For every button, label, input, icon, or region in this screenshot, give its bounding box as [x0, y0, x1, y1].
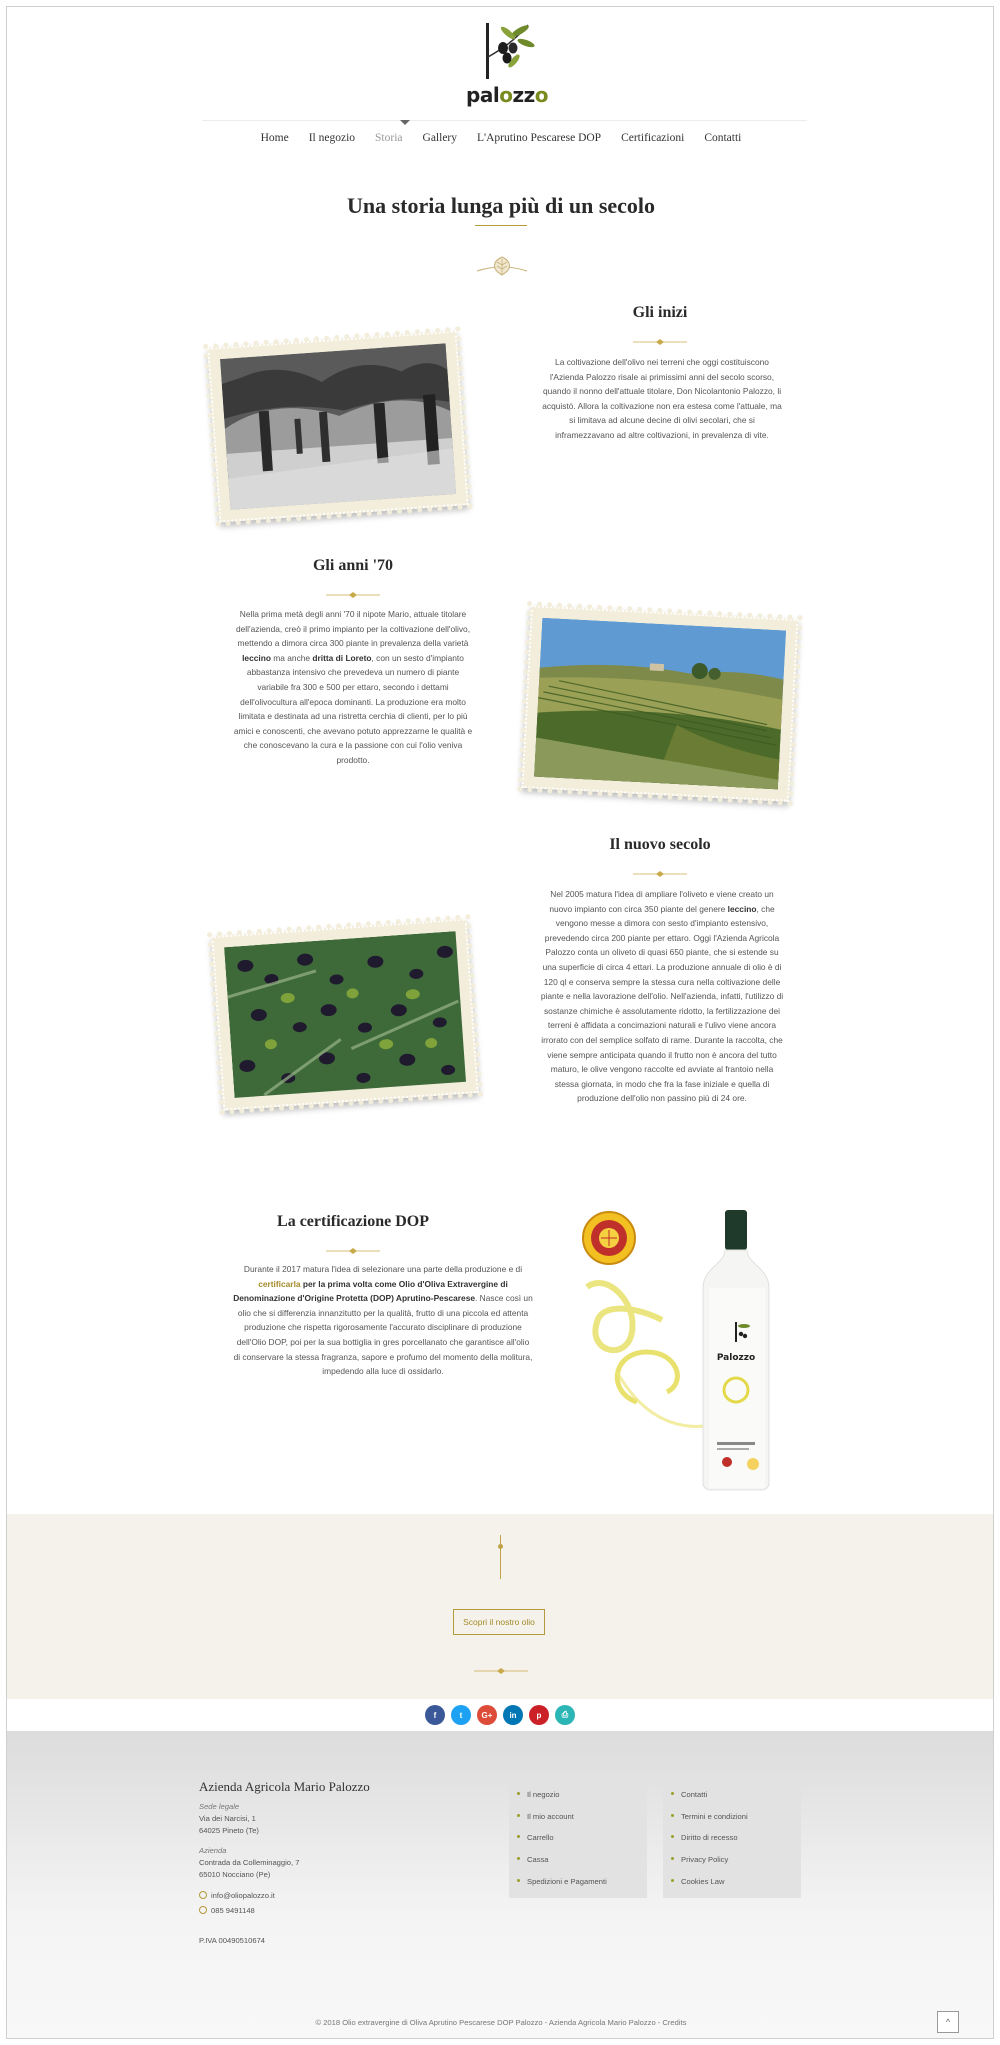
page: [6, 6, 994, 2039]
nav-item-storia[interactable]: Storia: [375, 132, 403, 144]
footer-link[interactable]: Spedizioni e Pagamenti: [517, 1871, 639, 1893]
section-title-nuovo: Il nuovo secolo: [609, 836, 711, 853]
footer-links-shop: [509, 1778, 647, 1898]
main-nav: [7, 132, 994, 144]
google-plus-icon[interactable]: G+: [477, 1705, 497, 1725]
nav-item-contatti[interactable]: Contatti: [704, 132, 742, 144]
linkedin-icon[interactable]: in: [503, 1705, 523, 1725]
twitter-icon[interactable]: t: [451, 1705, 471, 1725]
share-buttons: [425, 1705, 575, 1725]
photo-stamp-olive-grove: [207, 330, 469, 522]
page-title: Una storia lunga più di un secolo: [346, 193, 656, 218]
footer-azienda: Azienda Contrada da Colleminaggio, 7 65010 Nocciano (Pe): [199, 1846, 300, 1879]
footer-link[interactable]: Il negozio: [517, 1784, 639, 1806]
footer-piva: P.IVA 00490510674: [199, 1936, 266, 1945]
vineyard-photo: [534, 618, 786, 790]
section-text-anni70: Nella prima metà degli anni '70 il nipote Mario, attuale titolare dell'azienda, creò il primo impianto per la coltivazione dell'olivo, mettendo a dimora circa 300 piante in prevalenza della varietà leccino ma anche dritta di Loreto, con un sesto d'impianto abbastanza intensivo che prevedeva un numero di piante variabile fra 300 e 500 per ettaro, secondo i dettami dell'olivocultura all'epoca dominanti. La produzione era molto limitata e destinata ad una ristretta cerchia di clienti, per lo più amici e conoscenti, che avevano potuto apprezzarne le qualità e che conoscevano la cura e la passione con cui l'olio veniva prodotto.: [233, 609, 473, 765]
olives-photo: [224, 931, 466, 1098]
section-text-inizi: La coltivazione dell'olivo nei terreni che oggi costituiscono l'Azienda Palozzo risale ai primissimi anni del secolo scorso, quando il nonno dell'attuale titolare, Don Nicolantonio Palozzo, li acquistò. Allora la coltivazione non era estesa come l'attuale, ma si limitava ad alcune decine di olivi secolari, che si inframezzavano ad altre coltivazioni, in prevalenza di vite.: [542, 357, 782, 440]
logo-wordmark: palozzo: [466, 83, 548, 107]
footer-link[interactable]: Il mio account: [517, 1806, 639, 1828]
nav-item-gallery[interactable]: Gallery: [422, 132, 457, 144]
footer-email[interactable]: info@oliopalozzo.it: [199, 1890, 275, 1902]
pinterest-icon[interactable]: p: [529, 1705, 549, 1725]
section-divider-icon: [326, 591, 380, 599]
nav-item-negozio[interactable]: Il negozio: [308, 132, 356, 144]
email-icon: [199, 1891, 207, 1899]
facebook-icon[interactable]: f: [425, 1705, 445, 1725]
footer-company-name: Azienda Agricola Mario Palozzo: [199, 1779, 370, 1794]
nav-item-certificazioni[interactable]: Certificazioni: [621, 132, 685, 144]
print-icon[interactable]: ⎙: [555, 1705, 575, 1725]
footer-link[interactable]: Termini e condizioni: [671, 1806, 793, 1828]
footer-links-info: [663, 1778, 801, 1898]
section-text-nuovo: Nel 2005 matura l'idea di ampliare l'oliveto e viene creato un nuovo impianto con circa 350 piante del genere leccino, che vengono messe a dimora con sesto d'impianto estensivo, prevedendo circa 200 piante per ettaro. Oggi l'Azienda Agricola Palozzo conta un oliveto di quasi 650 piante, che si estende su una superficie di circa 4 ettari. La produzione annuale di olio è di 120 ql e conserva sempre la stessa cura nella coltivazione delle piante e nella lavorazione dell'olio. Nell'azienda, infatti, l'utilizzo di sostanze chimiche è assolutamente ridotto, la fertilizzazione dei terreni è affidata a concimazioni naturali e l'ulivo viene ancora irrorato con del semplice solfato di rame. Durante la raccolta, che viene sempre anticipata quando il frutto non è ancora del tutto maturo, le olive vengono raccolte ed avviate al frantoio nella stessa giornata, in modo che fra la fase iniziale e quella di produzione dell'olio non passino più di 24 ore.: [540, 889, 784, 1104]
section-title-inizi: Gli inizi: [632, 304, 688, 321]
footer-link[interactable]: Contatti: [671, 1784, 793, 1806]
nav-item-aprutino[interactable]: L'Aprutino Pescarese DOP: [477, 132, 602, 144]
discover-oil-button[interactable]: Scopri il nostro olio: [453, 1609, 545, 1635]
footer-link[interactable]: Diritto di recesso: [671, 1827, 793, 1849]
title-underline: [475, 225, 527, 226]
olive-branch-icon: [462, 17, 552, 87]
back-to-top-button[interactable]: ^: [937, 2011, 959, 2033]
footer-link[interactable]: Cookies Law: [671, 1871, 793, 1893]
photo-stamp-vineyard: [521, 605, 798, 802]
footer-sede: Sede legale Via dei Narcisi, 1 64025 Pineto (Te): [199, 1802, 259, 1835]
footer-link[interactable]: Carrello: [517, 1827, 639, 1849]
footer-phone[interactable]: 085 9491148: [199, 1905, 255, 1917]
band-dot: [498, 1544, 503, 1549]
logo[interactable]: [462, 17, 552, 115]
nav-active-caret-icon: [400, 120, 410, 125]
section-divider-icon: [633, 870, 687, 878]
copyright: © 2018 Olio extravergine di Oliva Aprutino Pescarese DOP Palozzo - Azienda Agricola Mario Palozzo - Credits: [315, 2018, 687, 2027]
olive-emblem-icon: [475, 253, 529, 281]
bottle-brand-text: Palozzo: [716, 1353, 756, 1363]
photo-stamp-olives: [211, 918, 479, 1110]
phone-icon: [199, 1906, 207, 1914]
nav-divider: [202, 120, 807, 121]
dop-bottle-image: [577, 1202, 797, 1492]
section-title-dop: La certificazione DOP: [277, 1213, 429, 1230]
band-vertical-line: [500, 1535, 501, 1579]
band-divider-icon: [474, 1667, 528, 1675]
footer-link[interactable]: Privacy Policy: [671, 1849, 793, 1871]
section-divider-icon: [326, 1247, 380, 1255]
section-text-dop: Durante il 2017 matura l'idea di selezionare una parte della produzione e di certificarla per la prima volta come Olio d'Oliva Extravergine di Denominazione d'Origine Protetta (DOP) Aprutino-Pescarese. Nasce così un olio che si differenzia innanzitutto per la qualità, frutto di una piccola ed attenta produzione che rispetta rigorosamente l'accurato disciplinare di produzione dell'Olio DOP, poi per la sua bottiglia in gres porcellanato che garantisce all'olio di conservare la stessa fragranza, sapore e profumo del momento della molitura, impedendo alla luce di ossidarlo.: [233, 1264, 533, 1377]
section-divider-icon: [633, 338, 687, 346]
section-title-anni70: Gli anni '70: [312, 557, 394, 574]
footer-link[interactable]: Cassa: [517, 1849, 639, 1871]
nav-item-home[interactable]: Home: [260, 132, 289, 144]
dop-seal-icon: [583, 1212, 635, 1264]
olive-grove-photo: [220, 343, 456, 509]
footer: [7, 1731, 994, 2039]
